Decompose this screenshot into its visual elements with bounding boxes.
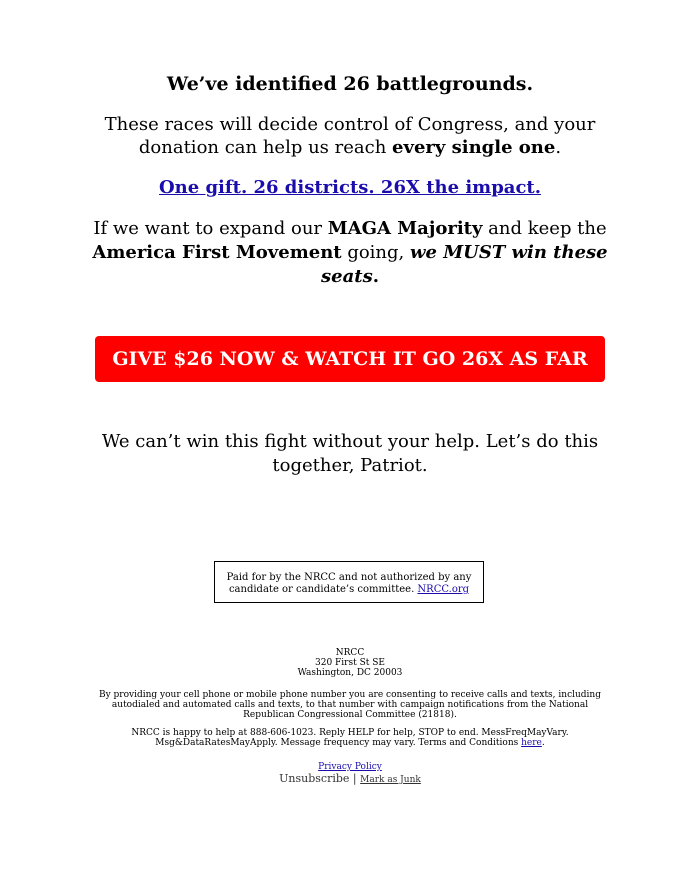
- footer-org: NRCC: [335, 648, 365, 658]
- unsubscribe-link[interactable]: Unsubscribe: [279, 772, 350, 785]
- maga-paragraph: [75, 217, 625, 289]
- intro-paragraph: [85, 113, 615, 159]
- link-headline: [0, 176, 700, 200]
- maga-text-2: and keep the: [482, 218, 607, 239]
- intro-end: .: [555, 137, 562, 158]
- intro-bold: every single one: [392, 137, 556, 158]
- headline: We’ve identified 26 battlegrounds.: [166, 73, 534, 95]
- unsubscribe-row: [0, 772, 700, 787]
- give-now-button[interactable]: GIVE $26 NOW & WATCH IT GO 26X AS FAR: [95, 336, 605, 382]
- help-text: NRCC is happy to help at 888-606-1023. Reply HELP for help, STOP to end. MessFreqMayVary. Msg&DataRatesMayApply. Message frequency may vary. Terms and Conditions: [131, 728, 569, 748]
- footer-street: 320 First St SE: [315, 658, 385, 668]
- separator: |: [352, 772, 357, 785]
- footer-city: Washington, DC 20003: [297, 668, 403, 678]
- footer-help: [0, 728, 700, 748]
- nrcc-link[interactable]: NRCC.org: [417, 584, 470, 595]
- paid-for-disclaimer: [214, 561, 484, 603]
- footer: [0, 648, 700, 787]
- maga-text-3: going,: [341, 242, 410, 263]
- maga-bold-italic: we MUST win these seats: [321, 242, 608, 287]
- maga-text-1: If we want to expand our: [93, 218, 328, 239]
- maga-end: .: [372, 266, 379, 287]
- privacy-policy-link[interactable]: Privacy Policy: [318, 762, 382, 772]
- mark-junk-link[interactable]: Mark as Junk: [360, 775, 421, 785]
- disclaimer-text: Paid for by the NRCC and not authorized by any candidate or candidate’s committee.: [226, 572, 472, 595]
- impact-link[interactable]: One gift. 26 districts. 26X the impact.: [158, 177, 542, 198]
- terms-link[interactable]: here: [521, 738, 542, 748]
- maga-bold-2: America First Movement: [92, 242, 342, 263]
- closing-paragraph: We can’t win this fight without your help. Let’s do this together, Patriot.: [101, 431, 599, 476]
- help-end: .: [541, 738, 545, 748]
- intro-text: These races will decide control of Congress, and your donation can help us reach: [104, 114, 596, 158]
- privacy-row: [0, 762, 700, 772]
- maga-bold-1: MAGA Majority: [327, 218, 483, 239]
- footer-legal: By providing your cell phone or mobile phone number you are consenting to receive calls and texts, including autodialed and automated calls and texts, to that number with campaign notifications from the National Republican Congressional Committee (21818).: [98, 690, 601, 720]
